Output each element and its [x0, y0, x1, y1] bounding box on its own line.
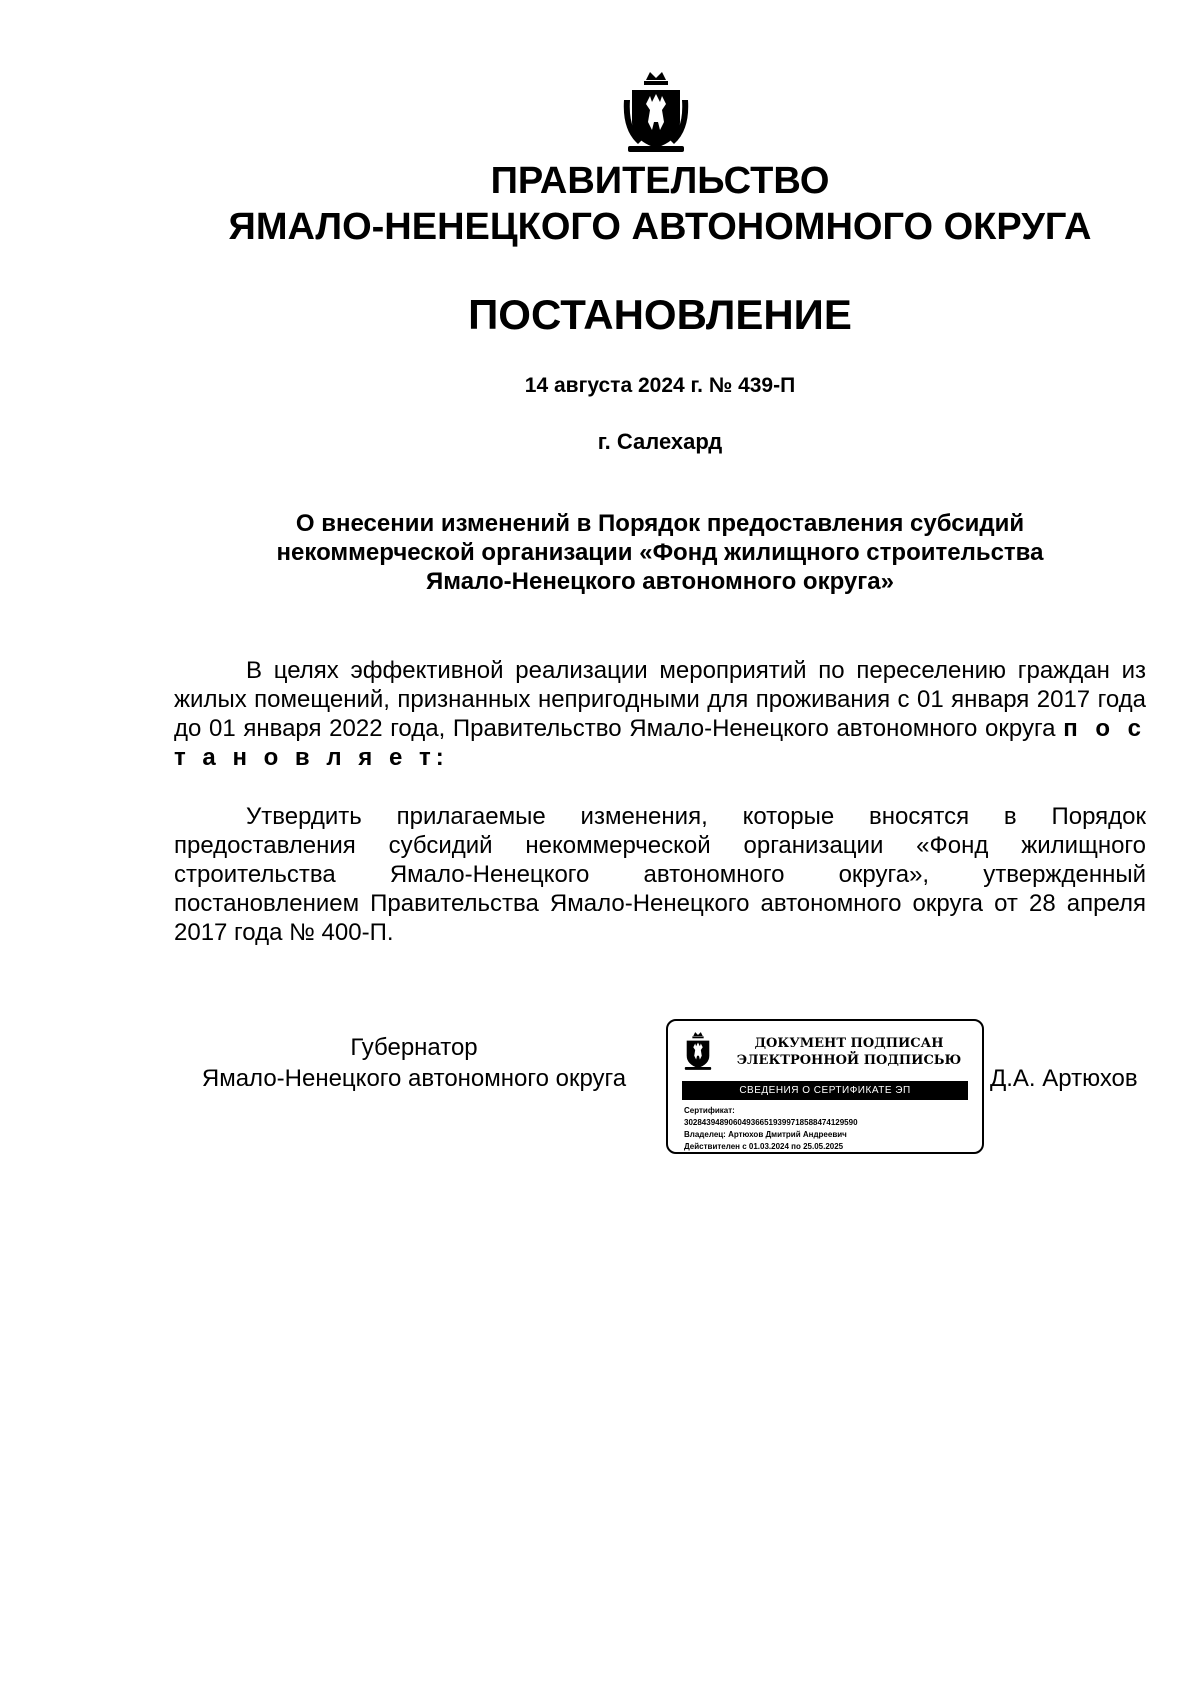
signatory-name: Д.А. Артюхов: [990, 1065, 1138, 1092]
stamp-heading-line-2: ЭЛЕКТРОННОЙ ПОДПИСЬЮ: [736, 1053, 962, 1068]
stamp-coat-of-arms-icon: [682, 1029, 714, 1073]
resolution-paragraph: Утвердить прилагаемые изменения, которые вносятся в Порядок предоставления субсидий некоммерческой организации «Фонд жилищного строительства Ямало-Ненецкого автономного округа», утвержденный постановлением Правительства Ямало-Ненецкого автономного округа от 28 апреля 2017 года № 400-П.: [174, 803, 1146, 946]
certificate-info-bar: СВЕДЕНИЯ О СЕРТИФИКАТЕ ЭП: [682, 1081, 968, 1100]
preamble-paragraph: [174, 656, 1146, 772]
position-line-2: Ямало-Ненецкого автономного округа: [201, 1065, 627, 1092]
decree-subject: [200, 509, 1120, 596]
preamble-text: В целях эффективной реализации мероприятий по переселению граждан из жилых помещений, признанных непригодными для проживания с 01 января 2017 года до 01 января 2022 года, Правительство Ямало-Ненецкого автономного округа: [174, 657, 1146, 742]
electronic-signature-stamp: [666, 1019, 984, 1154]
government-name: [0, 158, 1200, 250]
position-line-1: Губернатор: [350, 1034, 478, 1061]
resolves-emphasis: п о с т а н о в л я е т:: [174, 715, 1146, 771]
certificate-details: [684, 1105, 974, 1153]
certificate-label: Сертификат:: [684, 1106, 735, 1115]
subject-line-2: некоммерческой организации «Фонд жилищного строительства: [276, 539, 1044, 566]
date-and-number: 14 августа 2024 г. № 439-П: [524, 374, 796, 397]
government-line-2: ЯМАЛО-НЕНЕЦКОГО АВТОНОМНОГО ОКРУГА: [228, 206, 1092, 248]
subject-line-1: О внесении изменений в Порядок предоставления субсидий: [295, 510, 1025, 537]
coat-of-arms-icon: [622, 70, 690, 154]
subject-line-3: Ямало-Ненецкого автономного округа»: [426, 568, 894, 595]
city: г. Салехард: [597, 429, 723, 454]
stamp-heading-line-1: ДОКУМЕНТ ПОДПИСАН: [754, 1036, 944, 1051]
certificate-validity: Действителен с 01.03.2024 по 25.05.2025: [684, 1142, 844, 1151]
certificate-owner: Владелец: Артюхов Дмитрий Андреевич: [684, 1130, 847, 1139]
stamp-heading: [724, 1035, 974, 1069]
government-line-1: ПРАВИТЕЛЬСТВО: [490, 160, 830, 202]
certificate-serial: 3028439489060493665193997185884741295​90: [684, 1118, 858, 1127]
document-type-heading: ПОСТАНОВЛЕНИЕ: [468, 291, 852, 338]
signatory-position: [174, 1032, 654, 1094]
